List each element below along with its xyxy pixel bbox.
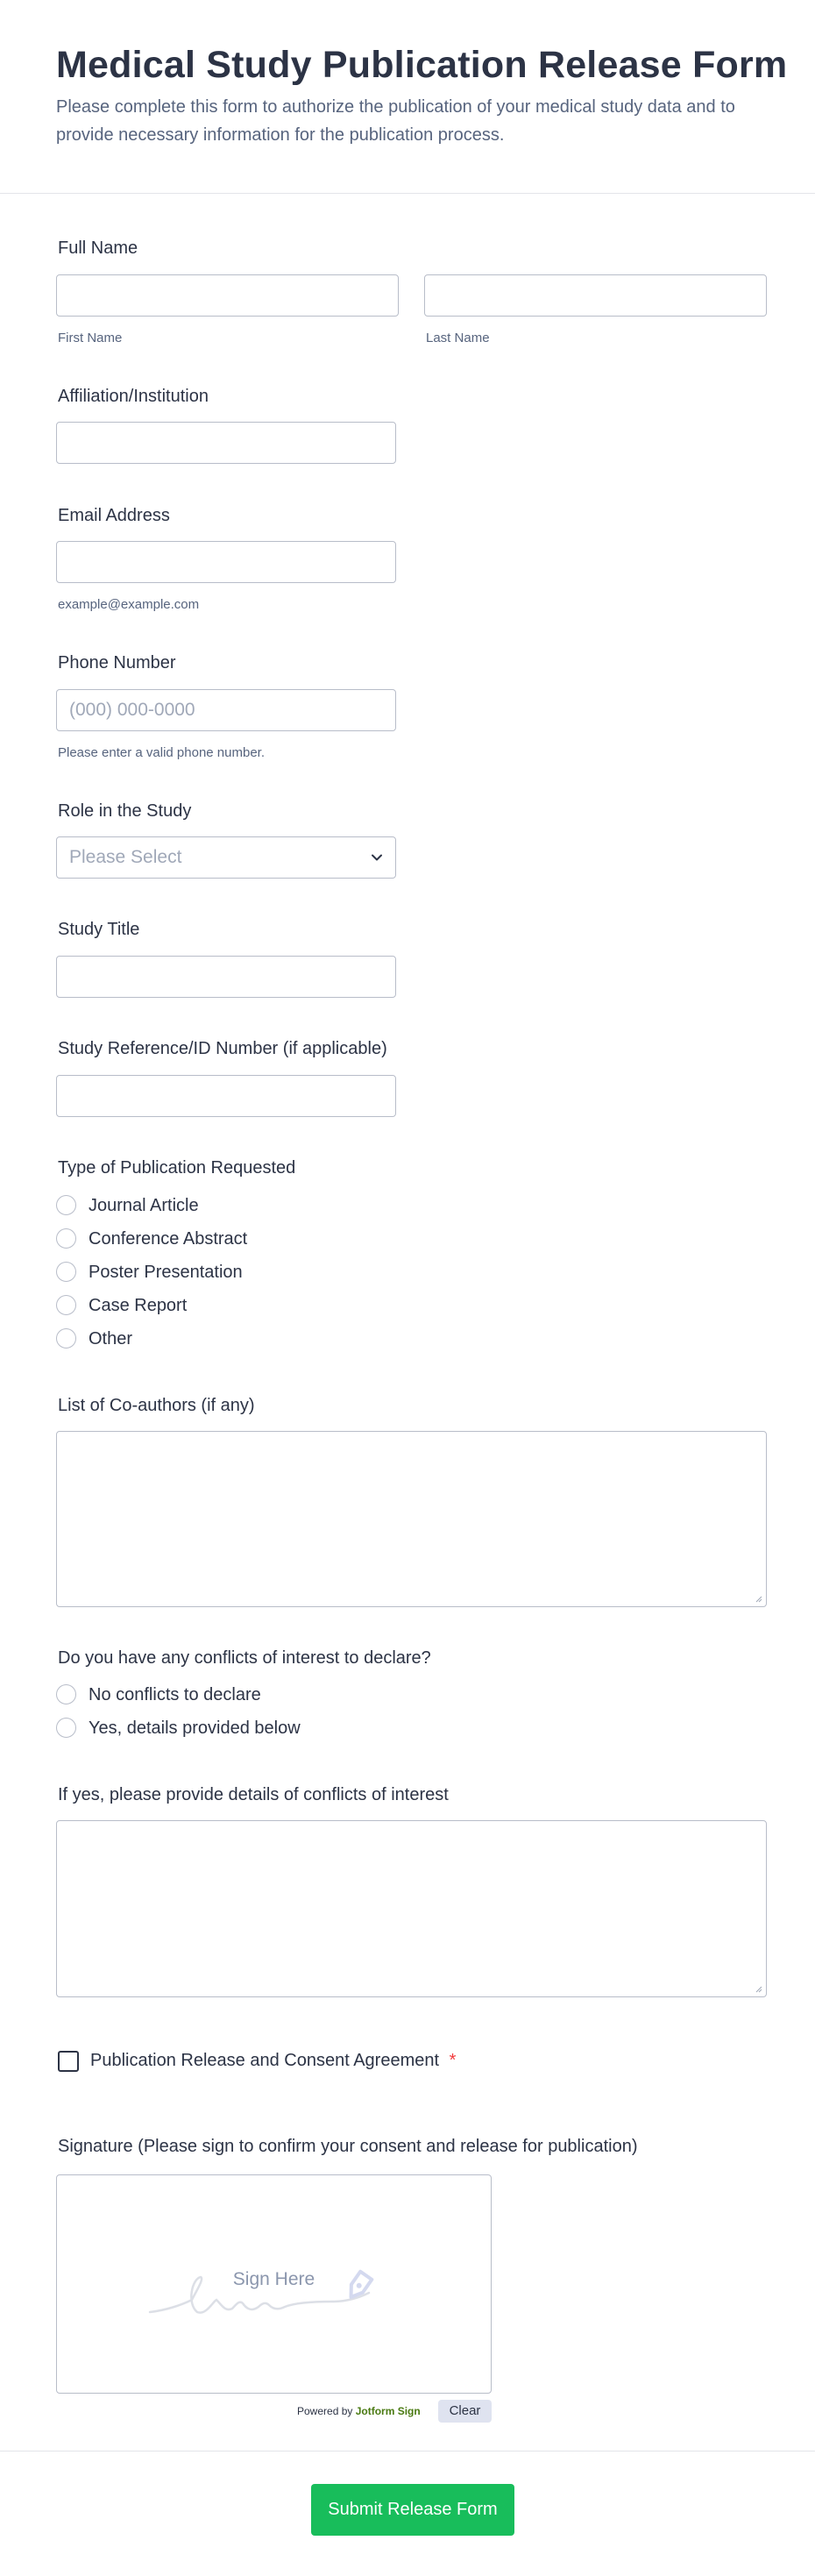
clear-signature-button[interactable]: Clear xyxy=(438,2400,492,2423)
study-ref-label: Study Reference/ID Number (if applicable) xyxy=(58,1039,387,1058)
consent-checkbox[interactable] xyxy=(58,2051,79,2072)
conflicts-label: Do you have any conflicts of interest to declare? xyxy=(58,1648,431,1668)
submit-button[interactable]: Submit Release Form xyxy=(311,2484,514,2536)
radio-button[interactable] xyxy=(56,1262,76,1282)
form-header xyxy=(0,0,815,194)
radio-button[interactable] xyxy=(56,1328,76,1348)
radio-label: Yes, details provided below xyxy=(89,1719,301,1738)
affiliation-input[interactable] xyxy=(56,422,396,464)
conflict-details-textarea[interactable] xyxy=(56,1820,767,1997)
radio-label: Other xyxy=(89,1329,133,1348)
signature-pad[interactable] xyxy=(56,2174,492,2394)
consent-label-text: Publication Release and Consent Agreement xyxy=(90,2051,440,2070)
radio-button[interactable] xyxy=(56,1195,76,1215)
radio-label: Case Report xyxy=(89,1296,188,1315)
study-ref-input[interactable] xyxy=(56,1075,396,1117)
last-name-input[interactable] xyxy=(424,274,767,317)
radio-label: Poster Presentation xyxy=(89,1263,243,1282)
radio-label: No conflicts to declare xyxy=(89,1685,261,1704)
publication-type-label: Type of Publication Requested xyxy=(58,1158,296,1178)
email-input[interactable] xyxy=(56,541,396,583)
signature-label: Signature (Please sign to confirm your consent and release for publication) xyxy=(58,2137,638,2156)
affiliation-label: Affiliation/Institution xyxy=(58,387,209,406)
conflict-details-label: If yes, please provide details of conflicts of interest xyxy=(58,1785,449,1804)
phone-sublabel: Please enter a valid phone number. xyxy=(58,745,265,760)
coauthors-textarea[interactable] xyxy=(56,1431,767,1607)
powered-by-label: Powered by xyxy=(297,2405,353,2417)
first-name-input[interactable] xyxy=(56,274,399,317)
radio-button[interactable] xyxy=(56,1684,76,1704)
chevron-down-icon xyxy=(369,850,385,865)
email-sublabel: example@example.com xyxy=(58,597,200,612)
form-title: Medical Study Publication Release Form xyxy=(56,44,788,86)
radio-label: Conference Abstract xyxy=(89,1229,248,1249)
role-select-value: Please Select xyxy=(69,847,182,867)
resize-grip-icon[interactable] xyxy=(755,1596,762,1603)
form-subtitle: Please complete this form to authorize the publication of your medical study data and to provide necessary information for the publication process. xyxy=(56,97,735,145)
study-title-label: Study Title xyxy=(58,920,140,939)
required-mark: * xyxy=(449,2051,457,2070)
role-select[interactable] xyxy=(56,836,396,879)
role-label: Role in the Study xyxy=(58,801,192,821)
phone-label: Phone Number xyxy=(58,653,176,672)
phone-input[interactable] xyxy=(56,689,396,731)
study-title-input[interactable] xyxy=(56,956,396,998)
radio-button[interactable] xyxy=(56,1228,76,1249)
signature-placeholder: Sign Here xyxy=(232,2269,315,2289)
signature-scribble-icon xyxy=(148,2254,402,2326)
last-name-sublabel: Last Name xyxy=(426,331,490,345)
powered-by-text xyxy=(297,2405,421,2417)
coauthors-label: List of Co-authors (if any) xyxy=(58,1396,255,1415)
resize-grip-icon[interactable] xyxy=(755,1986,762,1993)
consent-label[interactable] xyxy=(90,2051,456,2071)
first-name-sublabel: First Name xyxy=(58,331,123,345)
full-name-label: Full Name xyxy=(58,238,138,258)
email-label: Email Address xyxy=(58,506,170,525)
radio-button[interactable] xyxy=(56,1718,76,1738)
radio-label: Journal Article xyxy=(89,1196,199,1215)
radio-button[interactable] xyxy=(56,1295,76,1315)
jotform-sign-brand: Jotform Sign xyxy=(355,2405,421,2417)
